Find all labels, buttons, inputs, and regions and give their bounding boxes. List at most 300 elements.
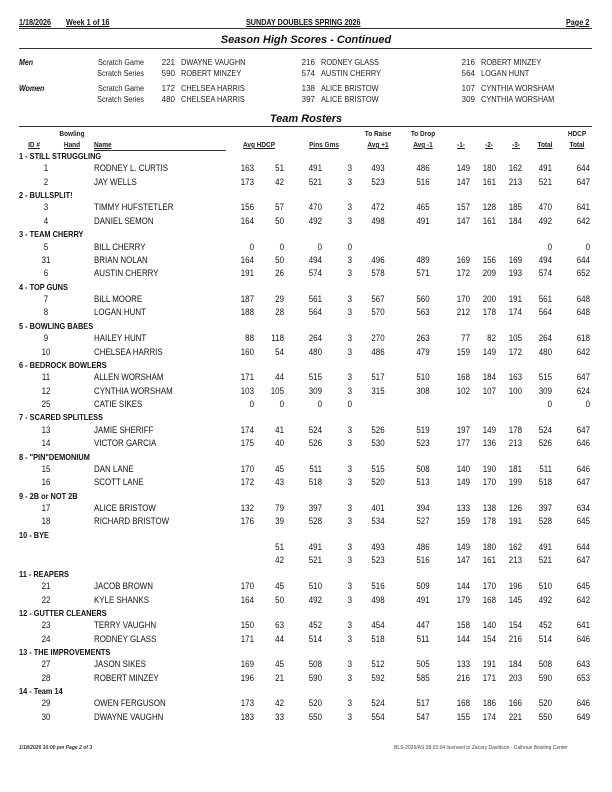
bowler-average: 132 bbox=[240, 502, 254, 513]
bowler-game-1: 168 bbox=[456, 698, 470, 709]
bowler-game-3: 162 bbox=[508, 163, 522, 174]
team-name: 8 - "PIN"DEMONIUM bbox=[19, 451, 90, 462]
bowler-game-3: 213 bbox=[508, 438, 522, 449]
bowler-total: 492 bbox=[538, 215, 552, 226]
season-high-score: 397 bbox=[301, 95, 315, 104]
team-name: 14 - Team 14 bbox=[19, 686, 63, 697]
season-high-category: Scratch Game bbox=[97, 84, 144, 93]
bowler-average: 176 bbox=[240, 516, 254, 527]
bowler-hdcp-total: 645 bbox=[576, 581, 590, 592]
bowler-game-3: 163 bbox=[508, 372, 522, 383]
bowler-hdcp-total: 648 bbox=[576, 307, 590, 318]
bowler-game-1: 149 bbox=[456, 542, 470, 552]
bowler-name: RODNEY L. CURTIS bbox=[94, 163, 169, 174]
bowler-to-drop: 513 bbox=[416, 477, 430, 488]
bowler-game-1: 147 bbox=[456, 555, 470, 566]
bowler-pins: 480 bbox=[308, 346, 322, 357]
season-high-score: 590 bbox=[161, 69, 175, 78]
season-high-divider bbox=[19, 48, 592, 49]
bowler-name: KYLE SHANKS bbox=[94, 594, 150, 605]
bowler-to-raise: 518 bbox=[371, 633, 385, 644]
bowler-name: JAY WELLS bbox=[94, 176, 137, 187]
bowler-game-2: 154 bbox=[482, 633, 496, 644]
rosters-divider bbox=[19, 126, 592, 127]
bowler-game-1: 147 bbox=[456, 176, 470, 187]
bowler-to-raise: 524 bbox=[371, 698, 385, 709]
bowler-hdcp-total: 647 bbox=[576, 372, 590, 383]
bowler-hdcp-total: 646 bbox=[576, 633, 590, 644]
bowler-handicap: 118 bbox=[271, 333, 284, 344]
bowler-name: JAMIE SHERIFF bbox=[94, 424, 154, 435]
bowler-games: 3 bbox=[347, 333, 352, 344]
bowler-pins: 590 bbox=[308, 672, 322, 683]
bowler-total: 491 bbox=[538, 163, 552, 174]
col-name-underline bbox=[94, 150, 226, 151]
bowler-pins: 574 bbox=[308, 268, 322, 279]
bowler-games: 3 bbox=[347, 424, 352, 435]
season-high-bowler: RODNEY GLASS bbox=[321, 58, 379, 67]
bowler-games: 0 bbox=[347, 399, 352, 409]
bowler-id: 4 bbox=[43, 215, 49, 226]
bowler-game-2: 136 bbox=[482, 438, 496, 449]
bowler-id: 10 bbox=[41, 346, 51, 357]
bowler-id: 22 bbox=[41, 594, 51, 605]
bowler-id: 7 bbox=[43, 294, 49, 304]
bowler-to-raise: 472 bbox=[371, 202, 385, 213]
bowler-total: 574 bbox=[538, 268, 552, 279]
team-name: 11 - REAPERS bbox=[19, 568, 69, 579]
bowler-games: 3 bbox=[347, 672, 352, 683]
bowler-id: 12 bbox=[41, 385, 51, 396]
bowler-hdcp-total: 644 bbox=[576, 163, 590, 174]
bowler-total: 561 bbox=[538, 294, 552, 304]
bowler-name: DWAYNE VAUGHN bbox=[94, 711, 164, 722]
team-name: 4 - TOP GUNS bbox=[19, 281, 68, 292]
col-pins-gms: Pins Gms bbox=[309, 140, 339, 149]
bowler-game-3: 172 bbox=[508, 346, 522, 357]
bowler-game-2: 178 bbox=[482, 307, 496, 318]
team-rosters-title: Team Rosters bbox=[269, 113, 343, 125]
bowler-handicap: 44 bbox=[275, 633, 284, 644]
season-high-score: 172 bbox=[161, 84, 175, 93]
bowler-id: 30 bbox=[41, 711, 51, 722]
bowler-game-2: 161 bbox=[482, 215, 496, 226]
season-high-title: Season High Scores - Continued bbox=[220, 34, 392, 46]
bowler-name: HAILEY HUNT bbox=[94, 333, 147, 344]
bowler-game-2: 156 bbox=[482, 254, 496, 265]
bowler-total: 508 bbox=[538, 659, 552, 670]
bowler-game-2: 168 bbox=[482, 594, 496, 605]
season-high-bowler: CYNTHIA WORSHAM bbox=[481, 84, 555, 93]
bowler-to-raise: 517 bbox=[371, 372, 385, 383]
bowler-to-raise: 534 bbox=[371, 516, 385, 527]
bowler-to-raise: 570 bbox=[371, 307, 385, 318]
bowler-handicap: 105 bbox=[270, 385, 284, 396]
bowler-handicap: 63 bbox=[275, 620, 284, 631]
bowler-hdcp-total: 647 bbox=[576, 424, 590, 435]
bowler-to-raise: 454 bbox=[371, 620, 385, 631]
bowler-average: 173 bbox=[240, 176, 254, 187]
bowler-hdcp-total: 644 bbox=[576, 254, 590, 265]
bowler-handicap: 42 bbox=[275, 176, 284, 187]
bowler-to-raise: 523 bbox=[371, 555, 385, 566]
bowler-handicap: 45 bbox=[275, 463, 284, 474]
bowler-average: 103 bbox=[240, 385, 254, 396]
bowler-name: BILL MOORE bbox=[94, 294, 143, 304]
bowler-game-1: 144 bbox=[456, 633, 470, 644]
bowler-game-1: 172 bbox=[456, 268, 470, 279]
col-drop: Avg -1 bbox=[413, 140, 433, 149]
bowler-game-3: 178 bbox=[508, 424, 522, 435]
bowler-game-2: 128 bbox=[482, 202, 496, 213]
bowler-handicap: 0 bbox=[279, 399, 284, 409]
bowler-hdcp-total: 648 bbox=[576, 294, 590, 304]
bowler-total: 550 bbox=[538, 711, 552, 722]
bowler-id: 25 bbox=[41, 399, 51, 409]
bowler-to-drop: 447 bbox=[416, 620, 430, 631]
bowler-pins: 518 bbox=[308, 477, 322, 488]
bowler-games: 3 bbox=[347, 659, 352, 670]
bowler-average: 156 bbox=[240, 202, 254, 213]
bowler-total: 514 bbox=[538, 633, 552, 644]
bowler-pins: 309 bbox=[308, 385, 322, 396]
bowler-name: ALLEN WORSHAM bbox=[94, 372, 164, 383]
bowler-name: AUSTIN CHERRY bbox=[94, 268, 159, 279]
bowler-handicap: 44 bbox=[275, 372, 284, 383]
bowler-to-raise: 512 bbox=[371, 659, 385, 670]
bowler-game-1: 155 bbox=[456, 711, 470, 722]
bowler-handicap: 79 bbox=[275, 502, 284, 513]
bowler-game-2: 138 bbox=[482, 502, 496, 513]
col-drop-top: To Drop bbox=[410, 129, 436, 138]
bowler-total: 526 bbox=[538, 438, 552, 449]
team-name: 10 - BYE bbox=[19, 529, 49, 540]
bowler-game-2: 161 bbox=[482, 176, 496, 187]
bowler-name: DANIEL SEMON bbox=[94, 215, 154, 226]
bowler-game-1: 159 bbox=[456, 516, 470, 527]
bowler-to-raise: 578 bbox=[371, 268, 385, 279]
bowler-name: JACOB BROWN bbox=[94, 581, 153, 592]
bowler-to-raise: 493 bbox=[371, 163, 385, 174]
col-hand: Hand bbox=[63, 140, 81, 149]
bowler-id: 24 bbox=[41, 633, 51, 644]
team-name: 6 - BEDROCK BOWLERS bbox=[19, 359, 107, 370]
bowler-game-3: 216 bbox=[508, 633, 522, 644]
bowler-id: 31 bbox=[41, 254, 51, 265]
bowler-game-2: 186 bbox=[482, 698, 496, 709]
bowler-id: 6 bbox=[43, 268, 49, 279]
bowler-id: 16 bbox=[41, 477, 51, 488]
bowler-average: 163 bbox=[240, 163, 254, 174]
bowler-pins: 515 bbox=[308, 372, 322, 383]
bowler-average: 187 bbox=[240, 294, 254, 304]
bowler-hdcp-total: 647 bbox=[576, 555, 590, 566]
bowler-game-3: 213 bbox=[508, 555, 522, 566]
bowler-game-3: 185 bbox=[508, 202, 522, 213]
bowler-games: 3 bbox=[347, 581, 352, 592]
bowler-total: 470 bbox=[538, 202, 552, 213]
bowler-handicap: 51 bbox=[275, 542, 284, 552]
bowler-name: OWEN FERGUSON bbox=[94, 698, 166, 709]
bowler-handicap: 51 bbox=[275, 163, 284, 174]
bowler-game-1: 147 bbox=[456, 215, 470, 226]
bowler-game-1: 168 bbox=[456, 372, 470, 383]
bowler-name: CATIE SIKES bbox=[94, 399, 143, 409]
bowler-average: 174 bbox=[240, 424, 254, 435]
bowler-to-drop: 508 bbox=[416, 463, 430, 474]
bowler-handicap: 29 bbox=[275, 294, 284, 304]
bowler-pins: 491 bbox=[308, 542, 322, 552]
bowler-id: 11 bbox=[41, 372, 51, 383]
bowler-average: 88 bbox=[245, 333, 254, 344]
bowler-name: JASON SIKES bbox=[94, 659, 146, 670]
bowler-average: 183 bbox=[240, 711, 254, 722]
bowler-hdcp-total: 618 bbox=[576, 333, 590, 344]
season-high-score: 216 bbox=[461, 58, 475, 67]
bowler-total: 264 bbox=[538, 333, 552, 344]
bowler-to-drop: 527 bbox=[416, 516, 430, 527]
col-avg-hdcp: Avg HDCP bbox=[242, 140, 276, 149]
bowler-game-1: 158 bbox=[456, 620, 470, 631]
bowler-game-2: 149 bbox=[482, 424, 496, 435]
bowler-id: 14 bbox=[41, 438, 51, 449]
bowler-game-2: 170 bbox=[482, 581, 496, 592]
bowler-average: 0 bbox=[249, 241, 254, 252]
col-raise-top: To Raise bbox=[364, 129, 392, 138]
bowler-pins: 470 bbox=[308, 202, 322, 213]
bowler-game-1: 157 bbox=[456, 202, 470, 213]
bowler-to-drop: 491 bbox=[416, 215, 430, 226]
team-name: 2 - BULLSPLIT! bbox=[19, 190, 73, 201]
col-hdcp-top: HDCP bbox=[567, 129, 587, 138]
bowler-pins: 492 bbox=[308, 215, 322, 226]
bowler-game-2: 170 bbox=[482, 477, 496, 488]
bowler-pins: 397 bbox=[308, 502, 322, 513]
bowler-to-drop: 516 bbox=[416, 176, 430, 187]
footer-timestamp: 1/18/2026 10:00 pm Page 2 of 3 bbox=[19, 745, 93, 751]
bowler-hdcp-total: 642 bbox=[576, 594, 590, 605]
bowler-total: 515 bbox=[538, 372, 552, 383]
bowler-pins: 561 bbox=[308, 294, 322, 304]
bowler-id: 5 bbox=[43, 241, 49, 252]
bowler-total: 0 bbox=[547, 241, 552, 252]
bowler-id: 1 bbox=[43, 163, 49, 174]
footer-license: BLS-2026/AS 38.03.04 licensed to Zacary Davidson - Calhoun Bowling Center bbox=[394, 745, 568, 751]
page-number: Page 2 bbox=[566, 17, 590, 27]
bowler-total: 521 bbox=[538, 555, 552, 566]
bowler-total: 492 bbox=[538, 594, 552, 605]
bowler-to-drop: 486 bbox=[416, 542, 430, 552]
bowler-total: 590 bbox=[538, 672, 552, 683]
season-high-category: Scratch Series bbox=[97, 69, 144, 78]
col-game1: -1- bbox=[457, 140, 465, 149]
bowler-hdcp-total: 652 bbox=[576, 268, 590, 279]
bowler-handicap: 45 bbox=[275, 581, 284, 592]
bowler-game-1: 197 bbox=[456, 424, 470, 435]
bowler-game-2: 191 bbox=[482, 659, 496, 670]
bowler-to-raise: 515 bbox=[371, 463, 385, 474]
bowler-average: 170 bbox=[240, 581, 254, 592]
bowler-name: BILL CHERRY bbox=[94, 241, 146, 252]
season-high-category: Scratch Game bbox=[97, 58, 144, 67]
bowler-game-3: 184 bbox=[508, 215, 522, 226]
bowler-game-3: 154 bbox=[508, 620, 522, 631]
bowler-game-2: 140 bbox=[482, 620, 496, 631]
bowler-games: 3 bbox=[347, 620, 352, 631]
season-high-bowler: ROBERT MINZEY bbox=[481, 58, 542, 67]
bowler-pins: 494 bbox=[308, 254, 322, 265]
bowler-games: 3 bbox=[347, 202, 352, 213]
bowler-game-2: 180 bbox=[482, 163, 496, 174]
bowler-total: 452 bbox=[538, 620, 552, 631]
bowler-pins: 264 bbox=[308, 333, 322, 344]
bowler-handicap: 28 bbox=[275, 307, 284, 318]
bowler-handicap: 54 bbox=[275, 346, 284, 357]
bowler-game-1: 149 bbox=[456, 477, 470, 488]
bowler-handicap: 50 bbox=[275, 254, 284, 265]
bowler-name: LOGAN HUNT bbox=[94, 307, 146, 318]
bowler-pins: 521 bbox=[308, 555, 322, 566]
bowler-game-2: 178 bbox=[482, 516, 496, 527]
season-high-score: 309 bbox=[461, 95, 475, 104]
bowler-game-2: 200 bbox=[482, 294, 496, 304]
bowler-pins: 520 bbox=[308, 698, 322, 709]
bowler-games: 3 bbox=[347, 477, 352, 488]
bowler-total: 521 bbox=[538, 176, 552, 187]
bowler-hdcp-total: 645 bbox=[576, 516, 590, 527]
bowler-hdcp-total: 644 bbox=[576, 542, 590, 552]
report-date: 1/18/2026 bbox=[19, 17, 52, 27]
bowler-to-raise: 493 bbox=[371, 542, 385, 552]
bowler-total: 480 bbox=[538, 346, 552, 357]
bowler-game-1: 149 bbox=[456, 163, 470, 174]
bowler-to-drop: 394 bbox=[416, 502, 430, 513]
bowler-game-3: 169 bbox=[508, 254, 522, 265]
bowler-games: 3 bbox=[347, 594, 352, 605]
bowler-game-3: 196 bbox=[508, 581, 522, 592]
col-raise: Avg +1 bbox=[367, 140, 389, 149]
bowler-average: 172 bbox=[240, 477, 254, 488]
bowler-game-2: 209 bbox=[482, 268, 496, 279]
bowler-handicap: 57 bbox=[275, 202, 284, 213]
bowler-to-drop: 489 bbox=[416, 254, 430, 265]
bowler-to-drop: 560 bbox=[416, 294, 430, 304]
bowler-average: 0 bbox=[249, 399, 254, 409]
season-high-group-label: Women bbox=[19, 84, 45, 93]
bowler-hdcp-total: 642 bbox=[576, 346, 590, 357]
bowler-name: TIMMY HUFSTETLER bbox=[94, 202, 174, 213]
bowler-handicap: 40 bbox=[275, 438, 284, 449]
bowler-to-drop: 571 bbox=[416, 268, 430, 279]
bowler-pins: 514 bbox=[308, 633, 322, 644]
bowler-handicap: 45 bbox=[275, 659, 284, 670]
season-high-bowler: AUSTIN CHERRY bbox=[321, 69, 381, 78]
bowler-handicap: 42 bbox=[275, 698, 284, 709]
bowler-to-drop: 517 bbox=[416, 698, 430, 709]
bowler-games: 3 bbox=[347, 502, 352, 513]
bowler-id: 18 bbox=[41, 516, 51, 527]
bowler-name: BRIAN NOLAN bbox=[94, 254, 148, 265]
col-total: Total bbox=[537, 140, 553, 149]
bowler-pins: 492 bbox=[308, 594, 322, 605]
bowler-average: 169 bbox=[240, 659, 254, 670]
bowler-game-3: 174 bbox=[508, 307, 522, 318]
bowler-to-raise: 530 bbox=[371, 438, 385, 449]
bowler-average: 175 bbox=[240, 438, 254, 449]
bowler-games: 3 bbox=[347, 268, 352, 279]
team-name: 13 - THE IMPROVEMENTS bbox=[19, 647, 111, 657]
bowler-to-raise: 520 bbox=[371, 477, 385, 488]
bowler-name: CHELSEA HARRIS bbox=[94, 346, 163, 357]
bowler-game-1: 102 bbox=[456, 385, 470, 396]
bowler-game-3: 191 bbox=[508, 516, 522, 527]
league-name: SUNDAY DOUBLES SPRING 2026 bbox=[246, 17, 361, 27]
col-hdcp-total: Total bbox=[569, 140, 585, 149]
bowler-hdcp-total: 642 bbox=[576, 215, 590, 226]
bowler-pins: 510 bbox=[308, 581, 322, 592]
bowler-handicap: 0 bbox=[279, 241, 284, 252]
bowler-name: ALICE BRISTOW bbox=[94, 502, 156, 513]
team-name: 7 - SCARED SPLITLESS bbox=[19, 412, 103, 423]
bowler-id: 27 bbox=[41, 659, 51, 670]
col-bowling-top: Bowling bbox=[59, 129, 85, 138]
bowler-to-drop: 465 bbox=[416, 202, 430, 213]
bowler-handicap: 21 bbox=[275, 672, 284, 683]
bowler-game-1: 179 bbox=[456, 594, 470, 605]
bowler-pins: 550 bbox=[308, 711, 322, 722]
bowler-to-drop: 563 bbox=[416, 307, 430, 318]
bowler-game-3: 181 bbox=[508, 463, 522, 474]
bowler-name: RODNEY GLASS bbox=[94, 633, 157, 644]
bowler-to-raise: 270 bbox=[371, 333, 385, 344]
bowler-game-1: 170 bbox=[456, 294, 470, 304]
bowler-game-3: 199 bbox=[508, 477, 522, 488]
bowler-game-1: 177 bbox=[456, 438, 470, 449]
bowler-to-drop: 486 bbox=[416, 163, 430, 174]
bowler-game-3: 221 bbox=[508, 711, 522, 722]
bowler-total: 528 bbox=[538, 516, 552, 527]
bowler-game-1: 144 bbox=[456, 581, 470, 592]
bowler-game-1: 140 bbox=[456, 463, 470, 474]
bowler-total: 0 bbox=[547, 399, 552, 409]
bowler-name: RICHARD BRISTOW bbox=[94, 516, 170, 527]
bowler-games: 0 bbox=[347, 241, 352, 252]
bowler-to-drop: 585 bbox=[416, 672, 430, 683]
season-high-score: 221 bbox=[161, 58, 175, 67]
bowler-games: 3 bbox=[347, 633, 352, 644]
team-name: 9 - 2B or NOT 2B bbox=[19, 490, 78, 501]
bowler-games: 3 bbox=[347, 163, 352, 174]
bowler-average: 164 bbox=[240, 254, 254, 265]
bowler-id: 17 bbox=[41, 502, 51, 513]
bowler-to-raise: 592 bbox=[371, 672, 385, 683]
bowler-handicap: 26 bbox=[275, 268, 284, 279]
bowler-average: 171 bbox=[240, 633, 254, 644]
bowler-games: 3 bbox=[347, 542, 352, 552]
bowler-pins: 452 bbox=[308, 620, 322, 631]
bowler-game-2: 82 bbox=[487, 333, 496, 344]
bowler-game-2: 184 bbox=[482, 372, 496, 383]
season-high-score: 138 bbox=[301, 84, 315, 93]
team-name: 1 - STILL STRUGGLING bbox=[19, 151, 102, 161]
bowler-id: 15 bbox=[41, 463, 51, 474]
bowler-game-2: 107 bbox=[482, 385, 496, 396]
bowler-handicap: 50 bbox=[275, 594, 284, 605]
bowler-games: 3 bbox=[347, 215, 352, 226]
bowler-games: 3 bbox=[347, 698, 352, 709]
bowler-total: 518 bbox=[538, 477, 552, 488]
bowler-id: 23 bbox=[41, 620, 51, 631]
